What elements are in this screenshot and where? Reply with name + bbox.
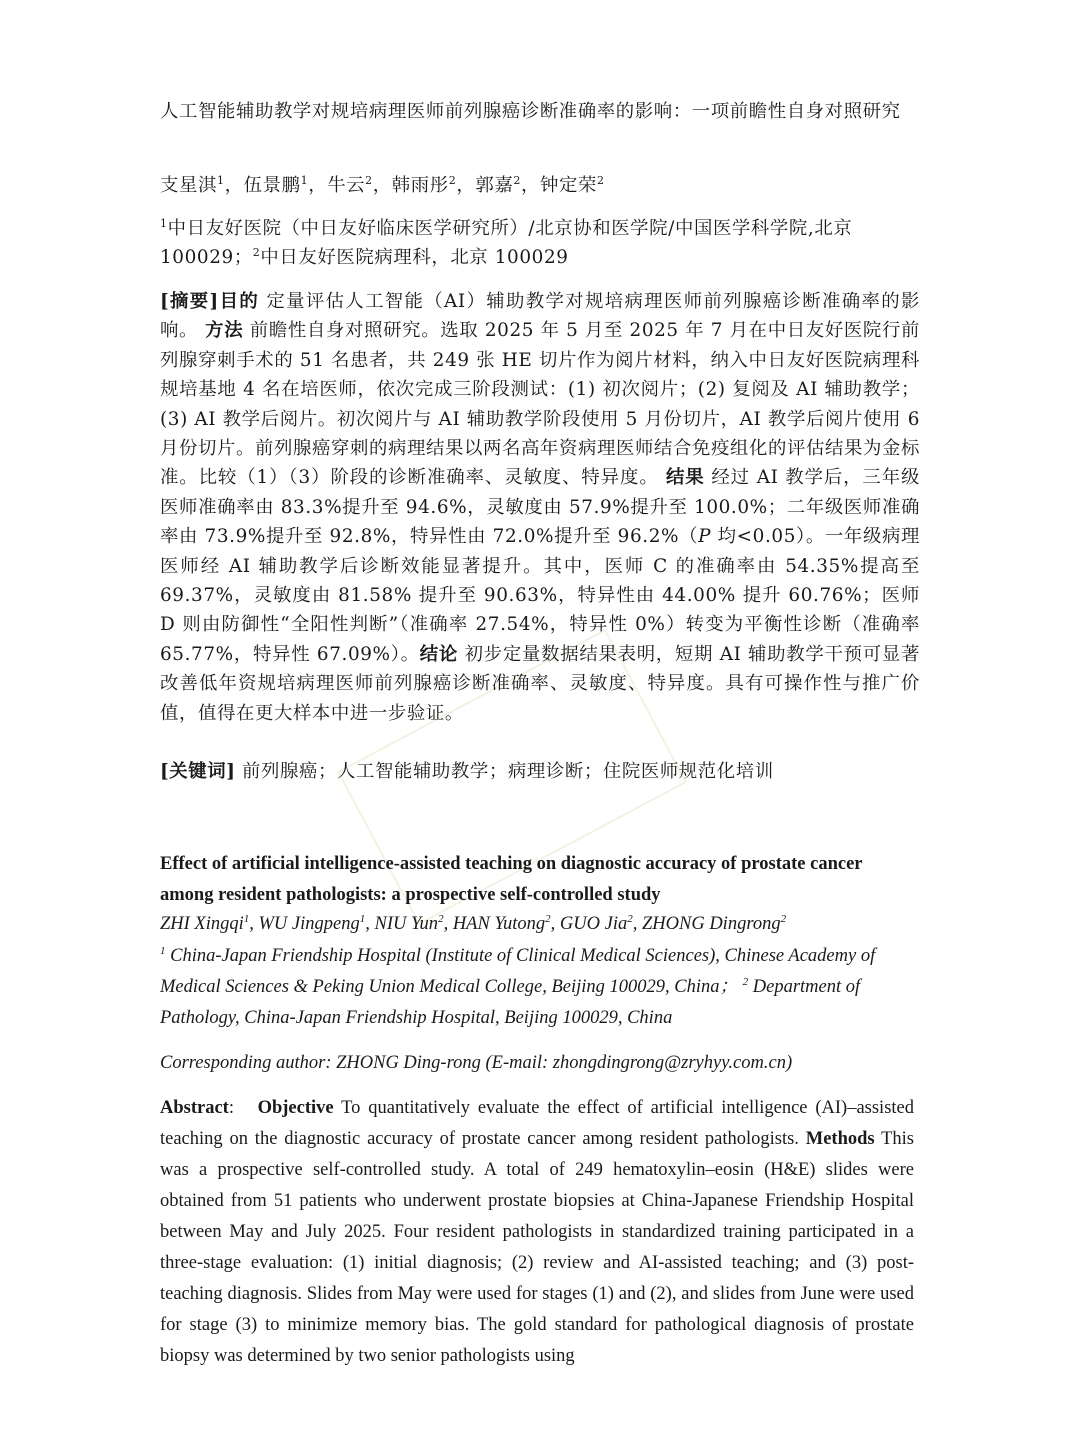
cn-results-text: 经过 AI 教学后，三年级医师准确率由 83.3%提升至 94.6%，灵敏度由 57.9%提升至 100.0%；二年级医师准确率由 73.9%提升至 92.8%，特异性由 72.0%提升至 96.2%（	[160, 467, 921, 548]
en-author-sup: 2	[627, 912, 633, 925]
en-title: Effect of artificial intelligence-assisted teaching on diagnostic accuracy of prostate cancer among resident pathologists: a prospective self-controlled study	[160, 854, 863, 905]
cn-author-sup: 2	[448, 173, 457, 187]
cn-author: 牛云	[327, 175, 366, 196]
cn-keywords	[160, 758, 920, 786]
cn-author: 钟定荣	[539, 175, 597, 196]
cn-methods-label: 方法	[198, 320, 244, 342]
cn-author: 伍景鹏	[243, 175, 301, 196]
cn-authors	[160, 172, 920, 200]
en-author: ZHI Xingqi	[160, 914, 244, 934]
en-objective-label: Objective	[257, 1098, 334, 1118]
cn-title: 人工智能辅助教学对规培病理医师前列腺癌诊断准确率的影响：一项前瞻性自身对照研究	[160, 101, 901, 122]
cn-keywords-label: [关键词]	[160, 761, 236, 782]
en-abstract	[160, 1093, 914, 1372]
cn-author-sup: 2	[513, 173, 521, 187]
cn-author-sep: ，	[520, 175, 540, 196]
en-objective-text: To quantitatively evaluate the effect of artificial intelligence (AI)–assisted teaching on the diagnostic accuracy of prostate cancer among resident pathologists.	[160, 1098, 915, 1149]
en-affil-sup: 2	[742, 975, 749, 988]
en-author: NIU Yun	[374, 914, 439, 934]
en-author-sup: 1	[243, 912, 250, 925]
en-author-sep: ,	[632, 914, 642, 934]
cn-abstract	[160, 287, 920, 728]
en-author: ZHONG Dingrong	[641, 914, 781, 934]
cn-p-value: P	[698, 526, 712, 548]
en-author: HAN Yutong	[452, 914, 546, 934]
cn-affil-1: 中日友好医院（中日友好临床医学研究所）/北京协和医学院/中国医学科学院,北京 100029；	[160, 218, 853, 268]
en-author-sup: 2	[545, 912, 551, 925]
en-corresponding-author: Corresponding author: ZHONG Ding-rong (E-mail: zhongdingrong@zryhyy.com.cn)	[160, 1053, 793, 1073]
cn-conclusion-text: 初步定量数据结果表明，短期 AI 辅助教学干预可显著改善低年资规培病理医师前列腺癌诊断准确率、灵敏度、特异度。具有可操作性与推广价值，值得在更大样本中进一步验证。	[160, 643, 920, 724]
cn-author-sup: 1	[216, 173, 225, 187]
en-abstract-colon: :	[228, 1098, 234, 1118]
cn-affil-sup: 1	[160, 216, 168, 230]
cn-objective-label: 目的	[218, 291, 260, 312]
en-author: GUO Jia	[559, 914, 628, 934]
en-abstract-label: Abstract	[160, 1098, 229, 1118]
cn-author-sep: ，	[372, 175, 392, 196]
cn-affil-sup: 2	[252, 245, 261, 259]
cn-author-sep: ，	[456, 175, 476, 196]
cn-affiliation	[160, 214, 920, 272]
en-author-sup: 2	[438, 912, 444, 925]
cn-methods-text: 前瞻性自身对照研究。选取 2025 年 5 月至 2025 年 7 月在中日友好医院行前列腺穿刺手术的 51 名患者，共 249 张 HE 切片作为阅片材料，纳入中日友好医院病理科规培基地 4 名在培医师，依次完成三阶段测试：(1) 初次阅片；(2) 复阅及 AI 辅助教学；(3) AI 教学后阅片。初次阅片与 AI 辅助教学阶段使用 5 月份切片，AI 教学后阅片使用 6 月份切片。前列腺癌穿刺的病理结果以两名高年资病理医师结合免疫组化的评估结果为金标准。比较（1）（3）阶段的诊断准确率、灵敏度、特异度。	[160, 320, 921, 489]
cn-results-text-2: 均<0.05）。一年级病理医师经 AI 辅助教学后诊断效能显著提升。其中，医师 C 的准确率由 54.35%提高至 69.37%，灵敏度由 81.58% 提升至 90.63%，特异性由 44.00% 提升 60.76%；医师 D 则由防御性“全阳性判断”（准确率 27.54%，特异性 0%）转变为平衡性诊断（准确率 65.77%，特异性 67.09%）。	[160, 526, 921, 665]
en-affil-1: China-Japan Friendship Hospital (Institute of Clinical Medical Sciences), Chinese Academy of Medical Sciences & Peking Union Medical College, Beijing 100029, China；	[160, 946, 876, 997]
en-author-sep: ,	[550, 914, 560, 934]
cn-author: 韩雨彤	[391, 175, 449, 196]
cn-author-sup: 2	[365, 173, 373, 187]
cn-author-sep: ，	[224, 175, 244, 196]
cn-author: 郭嘉	[475, 175, 514, 196]
en-author: WU Jingpeng	[258, 914, 360, 934]
en-author-sep: ,	[365, 914, 375, 934]
cn-keywords-text: 前列腺癌；人工智能辅助教学；病理诊断；住院医师规范化培训	[235, 761, 774, 782]
cn-affil-2: 中日友好医院病理科，北京 100029	[260, 247, 569, 268]
en-affiliation	[160, 941, 914, 1034]
cn-author: 支星淇	[160, 175, 217, 196]
cn-abstract-label: [摘要]	[160, 291, 219, 312]
en-author-sup: 1	[359, 912, 366, 925]
en-affil-sup: 1	[160, 944, 166, 957]
cn-results-label: 结果	[658, 467, 705, 489]
cn-author-sup: 1	[300, 173, 309, 187]
cn-objective-text: 定量评估人工智能（AI）辅助教学对规培病理医师前列腺癌诊断准确率的影响。	[160, 291, 920, 342]
en-author-sep: ,	[249, 914, 259, 934]
en-authors	[160, 910, 914, 938]
en-methods-label: Methods	[805, 1129, 875, 1149]
en-affil-2: Department of Pathology, China-Japan Friendship Hospital, Beijing 100029, China	[160, 977, 861, 1028]
en-author-sup: 2	[780, 912, 787, 925]
cn-conclusion-label: 结论	[419, 643, 459, 665]
cn-author-sep: ，	[308, 175, 328, 196]
en-methods-text: This was a prospective self-controlled study. A total of 249 hematoxylin–eosin (H&E) slides were obtained from 51 patients who underwent prostate biopsies at China-Japanese Friendship Hospital between May and July 2025. Four resident pathologists in standardized training participated in a three-stage evaluation: (1) initial diagnosis; (2) review and AI-assisted teaching; and (3) post-teaching diagnosis. Slides from May were used for stages (1) and (2), and slides from June were used for stage (3) to minimize memory bias. The gold standard for pathological diagnosis of prostate biopsy was determined by two senior pathologists using	[160, 1129, 914, 1366]
cn-author-sup: 2	[596, 173, 605, 187]
en-author-sep: ,	[443, 914, 453, 934]
